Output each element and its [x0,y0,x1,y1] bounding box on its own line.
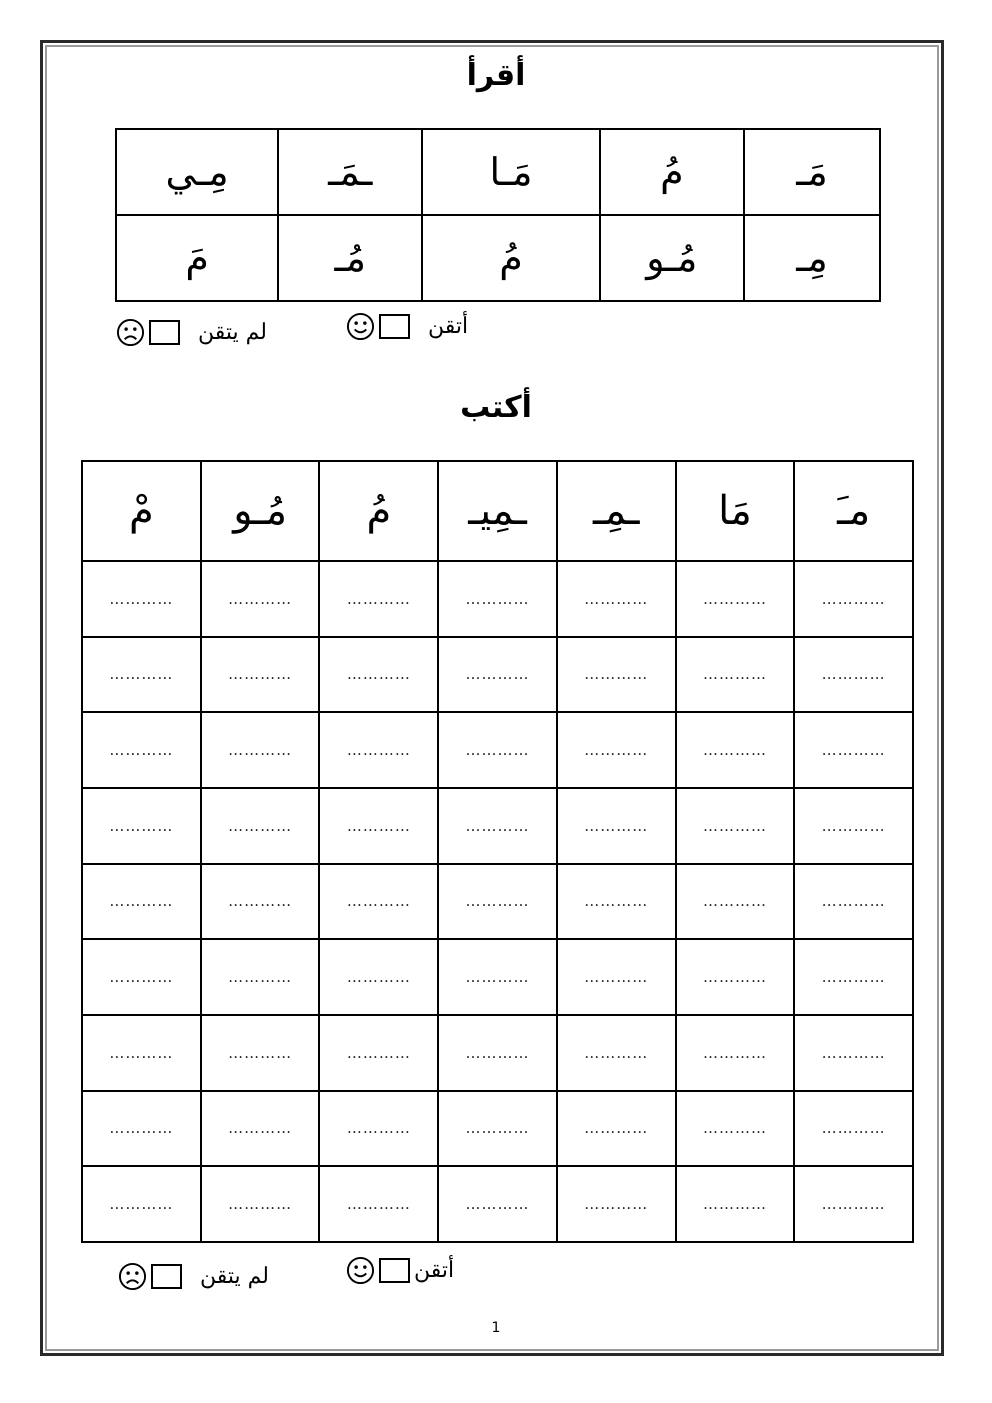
writing-blank-cell[interactable]: ………… [794,1166,913,1242]
table-header-row [82,461,913,561]
writing-blank-cell[interactable]: ………… [794,939,913,1015]
writing-blank-cell[interactable]: ………… [794,864,913,940]
writing-blank-cell[interactable]: ………… [794,788,913,864]
writing-blank-cell[interactable]: ………… [794,1091,913,1167]
writing-blank-cell[interactable]: ………… [319,1015,438,1091]
writing-blank-cell[interactable]: ………… [557,939,676,1015]
writing-blank-cell[interactable]: ………… [676,939,795,1015]
writing-blank-cell[interactable]: ………… [319,637,438,713]
letter-cell: مَـ [744,129,880,215]
table-row [116,215,880,301]
not-mastered-option[interactable] [116,318,267,347]
writing-blank-cell[interactable]: ………… [438,712,557,788]
writing-blank-cell[interactable]: ………… [557,1015,676,1091]
writing-blank-cell[interactable]: ………… [676,1015,795,1091]
writing-blank-cell[interactable]: ………… [82,561,201,637]
writing-blank-cell[interactable]: ………… [82,1166,201,1242]
writing-blank-cell[interactable]: ………… [557,1166,676,1242]
writing-blank-cell[interactable]: ………… [82,1015,201,1091]
header-cell: مُ [319,461,438,561]
writing-blank-cell[interactable]: ………… [201,1091,320,1167]
not-mastered-checkbox[interactable] [149,320,180,345]
writing-blank-cell[interactable]: ………… [82,864,201,940]
table-row [82,1166,913,1242]
mastered-label: أتقن [414,1258,455,1283]
writing-blank-cell[interactable]: ………… [794,1015,913,1091]
mastered-option[interactable] [346,312,468,341]
writing-blank-cell[interactable]: ………… [82,1091,201,1167]
not-mastered-label: لم يتقن [200,1264,269,1289]
writing-blank-cell[interactable]: ………… [794,637,913,713]
writing-blank-cell[interactable]: ………… [438,1166,557,1242]
writing-blank-cell[interactable]: ………… [438,1091,557,1167]
writing-blank-cell[interactable]: ………… [794,561,913,637]
mastered-label: أتقن [428,314,469,339]
smiley-face-icon [346,312,375,341]
table-row [82,939,913,1015]
writing-blank-cell[interactable]: ………… [438,637,557,713]
smiley-face-icon [346,1256,375,1285]
letter-cell: مَـا [422,129,599,215]
writing-blank-cell[interactable]: ………… [676,864,795,940]
writing-blank-cell[interactable]: ………… [438,939,557,1015]
writing-blank-cell[interactable]: ………… [676,712,795,788]
table-row [116,129,880,215]
table-row [82,864,913,940]
letter-cell: مُـو [600,215,744,301]
header-cell: مَا [676,461,795,561]
writing-blank-cell[interactable]: ………… [201,864,320,940]
letter-cell: مُ [422,215,599,301]
writing-blank-cell[interactable]: ………… [201,637,320,713]
header-cell: مـَ [794,461,913,561]
writing-blank-cell[interactable]: ………… [201,1166,320,1242]
mastered-option-bottom[interactable] [346,1256,454,1285]
writing-blank-cell[interactable]: ………… [201,788,320,864]
writing-blank-cell[interactable]: ………… [676,1166,795,1242]
writing-blank-cell[interactable]: ………… [676,637,795,713]
header-cell: مْ [82,461,201,561]
writing-blank-cell[interactable]: ………… [557,712,676,788]
writing-blank-cell[interactable]: ………… [201,1015,320,1091]
writing-blank-cell[interactable]: ………… [319,712,438,788]
not-mastered-checkbox[interactable] [151,1264,182,1289]
writing-blank-cell[interactable]: ………… [676,561,795,637]
read-letters-table [115,128,881,302]
writing-blank-cell[interactable]: ………… [319,939,438,1015]
letter-cell: مَ [116,215,278,301]
writing-blank-cell[interactable]: ………… [82,939,201,1015]
writing-blank-cell[interactable]: ………… [438,788,557,864]
table-row [82,637,913,713]
writing-blank-cell[interactable]: ………… [319,788,438,864]
letter-cell: مُـ [278,215,422,301]
writing-blank-cell[interactable]: ………… [82,712,201,788]
writing-blank-cell[interactable]: ………… [794,712,913,788]
writing-blank-cell[interactable]: ………… [438,561,557,637]
writing-blank-cell[interactable]: ………… [557,788,676,864]
table-row [82,1091,913,1167]
write-practice-table [81,460,914,1243]
mastered-checkbox[interactable] [379,314,410,339]
writing-blank-cell[interactable]: ………… [319,864,438,940]
writing-blank-cell[interactable]: ………… [201,939,320,1015]
letter-cell: مِـ [744,215,880,301]
table-row [82,561,913,637]
writing-blank-cell[interactable]: ………… [201,712,320,788]
letter-cell: مُ [600,129,744,215]
table-row [82,788,913,864]
table-row [82,1015,913,1091]
writing-blank-cell[interactable]: ………… [676,788,795,864]
writing-blank-cell[interactable]: ………… [557,637,676,713]
writing-blank-cell[interactable]: ………… [557,1091,676,1167]
mastered-checkbox[interactable] [379,1258,410,1283]
header-cell: ـمِـ [557,461,676,561]
sad-face-icon [118,1262,147,1291]
write-section-title: أكتب [460,390,532,425]
writing-blank-cell[interactable]: ………… [557,561,676,637]
writing-blank-cell[interactable]: ………… [438,864,557,940]
writing-blank-cell[interactable]: ………… [319,1166,438,1242]
writing-blank-cell[interactable]: ………… [201,561,320,637]
not-mastered-option-bottom[interactable] [118,1262,269,1291]
writing-blank-cell[interactable]: ………… [82,788,201,864]
writing-blank-cell[interactable]: ………… [557,864,676,940]
letter-cell: ـمَـ [278,129,422,215]
page-number: 1 [491,1320,501,1336]
writing-blank-cell[interactable]: ………… [676,1091,795,1167]
header-cell: ـمِيـ [438,461,557,561]
table-row [82,712,913,788]
letter-cell: مِـي [116,129,278,215]
read-section-title: أقرأ [466,58,526,93]
writing-blank-cell[interactable]: ………… [319,1091,438,1167]
writing-blank-cell[interactable]: ………… [82,637,201,713]
writing-blank-cell[interactable]: ………… [319,561,438,637]
header-cell: مُـو [201,461,320,561]
sad-face-icon [116,318,145,347]
not-mastered-label: لم يتقن [198,320,267,345]
writing-blank-cell[interactable]: ………… [438,1015,557,1091]
